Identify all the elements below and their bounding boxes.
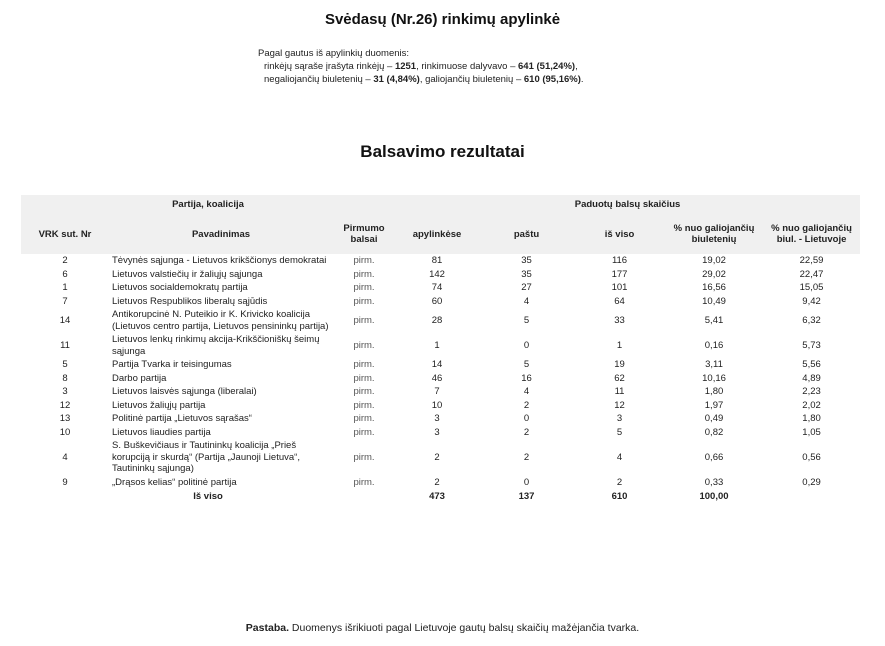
cell-percent-lt: 15,05 — [799, 282, 824, 293]
cell-mail: 2 — [523, 451, 530, 463]
cell-name: Lietuvos valstiečių ir žaliųjų sąjunga — [112, 268, 263, 280]
cell-nr: 5 — [62, 359, 68, 370]
cell-percent-lt: 6,32 — [802, 314, 821, 326]
cell-percent: 0,49 — [704, 413, 724, 424]
table-row — [21, 439, 860, 476]
cell-name: Lietuvos liaudies partija — [112, 426, 211, 438]
first-votes-link[interactable]: pirm. — [353, 282, 375, 293]
cell-total: 5 — [616, 426, 623, 438]
cell-name: Lietuvos lenkų rinkimų akcija-Krikščioniškų šeimų sąjunga — [112, 334, 320, 357]
cell-total: 1 — [616, 339, 623, 351]
cell-mail: 0 — [523, 413, 530, 424]
cell-percent: 29,02 — [702, 268, 726, 280]
cell-mail: 5 — [523, 359, 530, 370]
table-row — [21, 358, 860, 372]
cell-precinct: 46 — [431, 372, 443, 384]
cell-precinct: 2 — [434, 476, 440, 488]
cell-percent-lt: 5,73 — [802, 339, 821, 351]
header-mail: paštu — [479, 214, 574, 254]
cell-precinct: 60 — [431, 295, 443, 307]
cell-total: 62 — [614, 372, 625, 384]
total-precinct: 473 — [429, 491, 445, 502]
cell-name: S. Buškevičiaus ir Tautininkų koalicija „Prieš korupciją ir skurdą“ (Partija „Jaunoji Lietuva“, Tautininkų sąjunga) — [112, 440, 300, 474]
first-votes-link[interactable]: pirm. — [353, 372, 375, 384]
cell-precinct: 2 — [434, 451, 440, 463]
cell-total: 33 — [614, 314, 625, 326]
cell-name: Darbo partija — [112, 372, 167, 384]
cell-total: 19 — [614, 359, 625, 370]
first-votes-link[interactable]: pirm. — [353, 386, 375, 397]
cell-name: „Drąsos kelias“ politinė partija — [112, 476, 237, 488]
cell-total: 101 — [611, 282, 628, 293]
summary-ballots-line: negaliojančių biuletenių – 31 (4,84%), galiojančių biuletenių – 610 (95,16%). — [264, 74, 584, 85]
first-votes-link[interactable]: pirm. — [353, 413, 375, 424]
cell-name: Lietuvos socialdemokratų partija — [112, 282, 248, 293]
cell-percent: 5,41 — [704, 314, 724, 326]
table-row — [21, 426, 860, 440]
cell-percent: 16,56 — [702, 282, 726, 293]
cell-nr: 12 — [59, 399, 71, 411]
cell-percent-lt: 9,42 — [802, 295, 821, 307]
cell-percent-lt: 4,89 — [802, 372, 821, 384]
cell-percent-lt: 0,29 — [802, 476, 821, 488]
header-precinct: apylinkėse — [395, 214, 479, 254]
header-votes-group: Paduotų balsų skaičius — [395, 195, 860, 214]
cell-mail: 35 — [521, 255, 532, 266]
cell-name: Politinė partija „Lietuvos sąrašas“ — [112, 413, 252, 424]
cell-name: Lietuvos žaliųjų partija — [112, 399, 206, 411]
cell-nr: 14 — [59, 314, 71, 326]
cell-mail: 4 — [523, 386, 530, 397]
cell-name: Lietuvos Respublikos liberalų sąjūdis — [112, 295, 268, 307]
first-votes-link[interactable]: pirm. — [353, 476, 375, 488]
cell-nr: 11 — [60, 339, 70, 351]
results-table — [21, 195, 860, 504]
total-empty — [763, 489, 860, 504]
table-row — [21, 412, 860, 426]
cell-total: 64 — [614, 295, 625, 307]
cell-percent: 3,11 — [705, 359, 723, 370]
cell-percent-lt: 2,02 — [802, 399, 821, 411]
cell-nr: 3 — [62, 386, 68, 397]
cell-precinct: 3 — [434, 426, 440, 438]
cell-mail: 35 — [521, 268, 532, 280]
cell-percent: 10,16 — [702, 372, 726, 384]
cell-total: 11 — [614, 386, 625, 397]
first-votes-link[interactable]: pirm. — [353, 314, 375, 326]
cell-total: 3 — [616, 413, 623, 424]
summary-intro: Pagal gautus iš apylinkių duomenis: — [258, 48, 410, 59]
cell-percent-lt: 1,80 — [802, 413, 821, 424]
cell-nr: 1 — [62, 282, 68, 293]
cell-precinct: 81 — [431, 255, 443, 266]
table-row — [21, 333, 860, 358]
cell-total: 2 — [616, 476, 623, 488]
cell-precinct: 28 — [431, 314, 443, 326]
footnote — [0, 622, 885, 634]
cell-precinct: 7 — [434, 386, 440, 397]
cell-mail: 4 — [523, 295, 530, 307]
results-body — [21, 254, 860, 504]
cell-percent-lt: 2,23 — [802, 386, 821, 397]
cell-percent: 0,66 — [704, 451, 724, 463]
cell-precinct: 74 — [431, 282, 443, 293]
cell-mail: 27 — [521, 282, 532, 293]
footnote-label: Pastaba. — [245, 622, 289, 634]
cell-nr: 6 — [62, 268, 68, 280]
header-name: Pavadinimas — [109, 214, 333, 254]
first-votes-link[interactable]: pirm. — [353, 255, 375, 266]
total-total: 610 — [611, 491, 628, 502]
cell-percent: 19,02 — [702, 255, 726, 266]
cell-mail: 0 — [523, 476, 530, 488]
first-votes-link[interactable]: pirm. — [353, 339, 375, 351]
cell-nr: 4 — [62, 451, 68, 463]
cell-mail: 5 — [523, 314, 530, 326]
cell-name: Antikorupcinė N. Puteikio ir K. Krivicko koalicija (Lietuvos centro partija, Lietuvos pensininkų partija) — [112, 309, 329, 332]
cell-percent-lt: 1,05 — [802, 426, 821, 438]
header-percent-lt: % nuo galiojančių biul. - Lietuvoje — [763, 214, 860, 254]
cell-mail: 0 — [523, 339, 530, 351]
table-row — [21, 476, 860, 490]
cell-percent: 10,49 — [702, 295, 726, 307]
cell-percent-lt: 22,47 — [799, 268, 824, 280]
first-votes-link[interactable]: pirm. — [353, 399, 375, 411]
header-nr: VRK sut. Nr — [21, 214, 109, 254]
header-first-votes: Pirmumo balsai — [333, 214, 395, 254]
cell-percent: 0,16 — [704, 339, 724, 351]
cell-total: 177 — [611, 268, 628, 280]
cell-nr: 2 — [62, 255, 68, 266]
header-percent: % nuo galiojančių biuletenių — [665, 214, 763, 254]
cell-nr: 13 — [59, 413, 71, 424]
table-row — [21, 268, 860, 282]
summary-block — [258, 47, 584, 86]
cell-percent: 0,82 — [704, 426, 724, 438]
valid-count: 610 (95,16%) — [523, 74, 581, 85]
cell-name: Lietuvos laisvės sąjunga (liberalai) — [112, 386, 257, 397]
cell-total: 4 — [616, 451, 623, 463]
first-votes-link[interactable]: pirm. — [353, 451, 375, 463]
cell-percent-lt: 5,56 — [802, 359, 821, 370]
cell-precinct: 3 — [434, 413, 440, 424]
total-percent: 100,00 — [699, 491, 729, 502]
summary-voters-line: rinkėjų sąraše įrašyta rinkėjų – 1251, rinkimuose dalyvavo – 641 (51,24%), — [264, 61, 578, 72]
table-row — [21, 385, 860, 399]
total-label: Iš viso — [193, 491, 223, 502]
first-votes-link[interactable]: pirm. — [353, 359, 375, 370]
first-votes-link[interactable]: pirm. — [353, 295, 375, 307]
cell-precinct: 10 — [431, 399, 443, 411]
cell-percent-lt: 22,59 — [799, 255, 824, 266]
invalid-count: 31 (4,84%) — [373, 74, 420, 85]
section-title: Balsavimo rezultatai — [360, 142, 525, 161]
total-mail: 137 — [518, 491, 535, 502]
table-row — [21, 254, 860, 268]
cell-percent: 0,33 — [704, 476, 724, 488]
cell-precinct: 1 — [434, 339, 440, 351]
first-votes-link[interactable]: pirm. — [353, 268, 375, 280]
cell-nr: 9 — [62, 476, 68, 488]
cell-precinct: 142 — [429, 268, 445, 280]
table-row — [21, 399, 860, 413]
header-total: iš viso — [574, 214, 665, 254]
total-row — [21, 489, 860, 504]
cell-mail: 2 — [523, 399, 530, 411]
table-row — [21, 308, 860, 333]
first-votes-link[interactable]: pirm. — [353, 426, 375, 438]
cell-percent: 1,97 — [704, 399, 724, 411]
cell-nr: 8 — [62, 372, 68, 384]
header-party-group: Partija, koalicija — [21, 195, 395, 214]
cell-name: Tėvynės sąjunga - Lietuvos krikščionys demokratai — [112, 255, 327, 266]
page-title: Svėdasų (Nr.26) rinkimų apylinkė — [324, 11, 561, 28]
cell-percent: 1,80 — [704, 386, 724, 397]
table-row — [21, 295, 860, 309]
cell-percent-lt: 0,56 — [802, 451, 821, 463]
cell-nr: 10 — [59, 426, 71, 438]
table-row — [21, 372, 860, 386]
cell-total: 12 — [614, 399, 625, 411]
cell-mail: 16 — [521, 372, 532, 384]
voters-count: 1251 — [394, 61, 417, 72]
cell-total: 116 — [611, 255, 628, 266]
cell-precinct: 14 — [431, 359, 443, 370]
table-row — [21, 281, 860, 295]
turnout-count: 641 (51,24%) — [518, 61, 576, 72]
cell-mail: 2 — [523, 426, 530, 438]
cell-nr: 7 — [62, 295, 68, 307]
footnote-text: Duomenys išrikiuoti pagal Lietuvoje gautų balsų skaičių mažėjančia tvarka. — [289, 622, 640, 634]
cell-name: Partija Tvarka ir teisingumas — [112, 359, 232, 370]
